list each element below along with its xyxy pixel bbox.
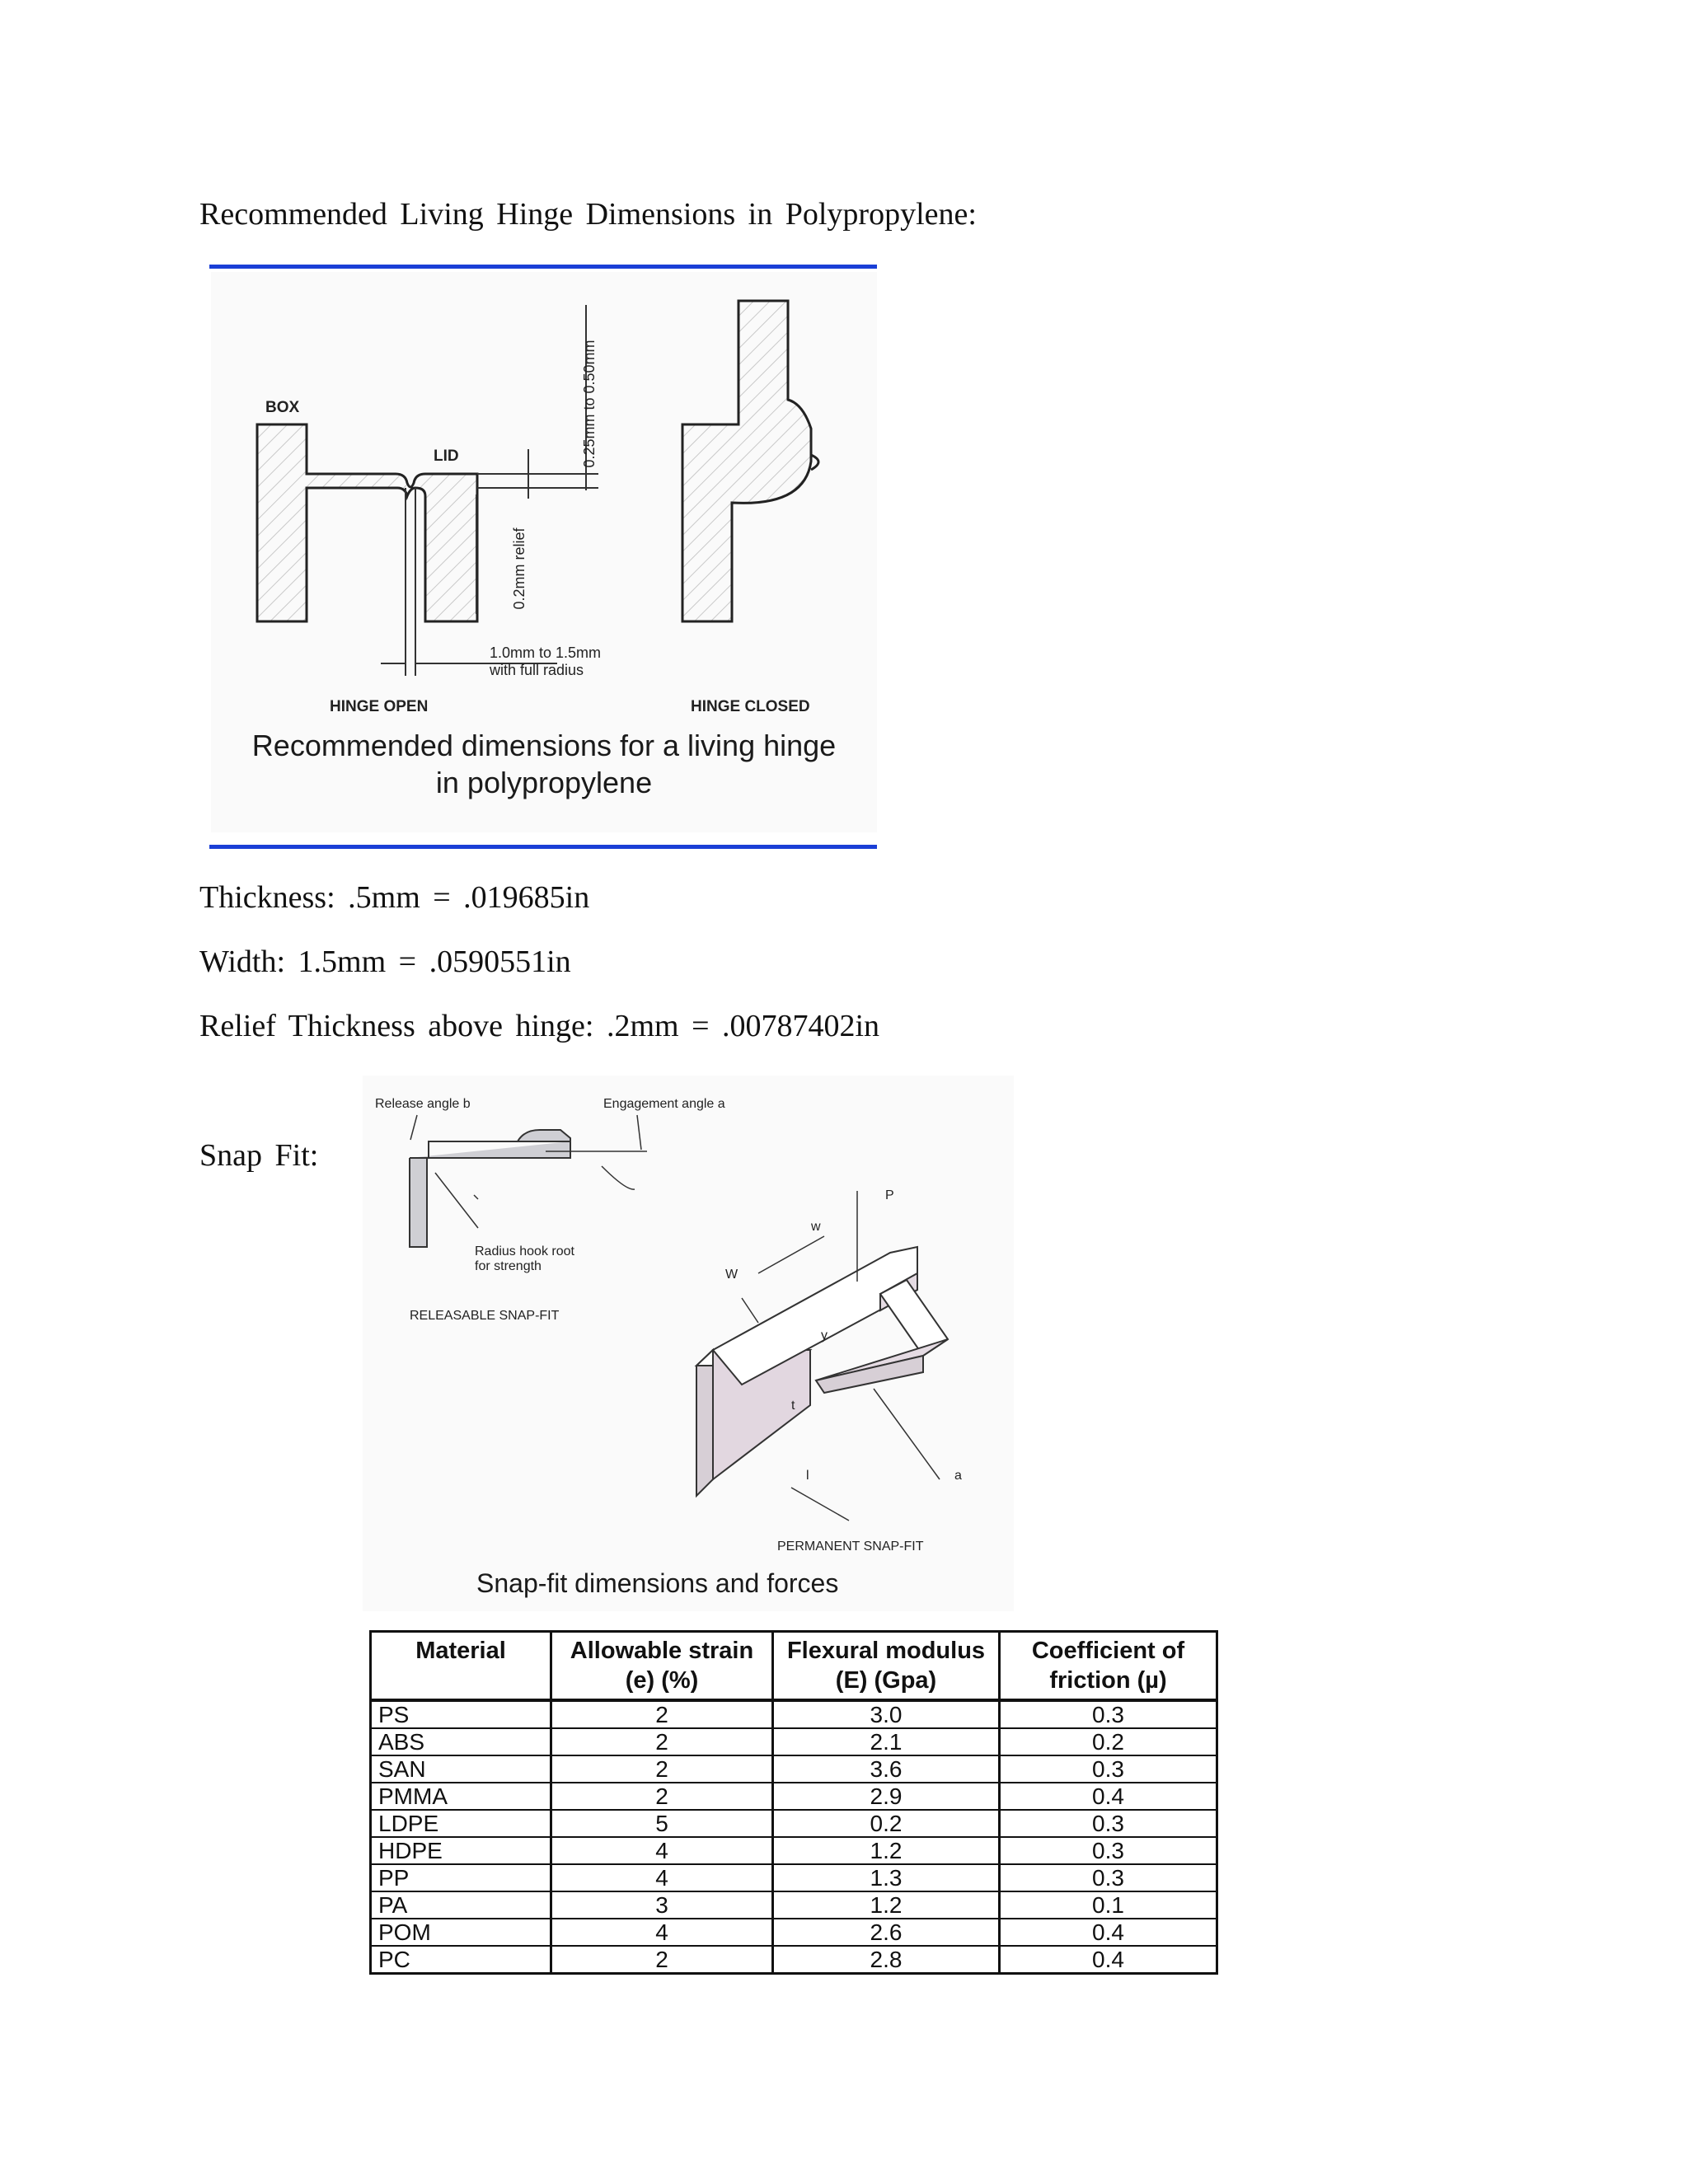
spec-relief: Relief Thickness above hinge: .2mm = .00787402in xyxy=(199,1009,880,1043)
cell-material: POM xyxy=(371,1919,551,1946)
radius-label-line2: for strength xyxy=(475,1259,542,1273)
cell-friction: 0.2 xyxy=(1000,1728,1217,1755)
cell-strain: 4 xyxy=(551,1864,773,1891)
relief-label: 0.2mm relief xyxy=(511,527,528,610)
bottom-rule xyxy=(209,845,877,849)
hinge-closed-body xyxy=(682,301,811,621)
hinge-figure xyxy=(211,272,877,832)
cell-material: PMMA xyxy=(371,1783,551,1810)
hinge-caption-line1: Recommended dimensions for a living hinge xyxy=(251,729,837,762)
top-rule xyxy=(209,265,877,269)
spec-width: Width: 1.5mm = .0590551in xyxy=(199,944,571,979)
cell-modulus: 2.9 xyxy=(773,1783,1000,1810)
cell-strain: 5 xyxy=(551,1810,773,1837)
symbol-y: y xyxy=(821,1329,828,1343)
permanent-label: PERMANENT SNAP-FIT xyxy=(777,1540,924,1554)
cell-modulus: 2.8 xyxy=(773,1946,1000,1974)
snap-fit-caption: Snap-fit dimensions and forces xyxy=(476,1568,839,1598)
symbol-t: t xyxy=(791,1399,795,1413)
cell-friction: 0.3 xyxy=(1000,1810,1217,1837)
cell-modulus: 3.0 xyxy=(773,1700,1000,1728)
cell-material: PP xyxy=(371,1864,551,1891)
permanent-base xyxy=(696,1350,713,1496)
cell-friction: 0.1 xyxy=(1000,1891,1217,1919)
cell-modulus: 2.6 xyxy=(773,1919,1000,1946)
cell-friction: 0.4 xyxy=(1000,1919,1217,1946)
snap-fit-diagram xyxy=(363,1076,1014,1570)
cell-strain: 3 xyxy=(551,1891,773,1919)
table-row xyxy=(371,1755,1217,1783)
box-label: BOX xyxy=(265,399,300,416)
cell-material: HDPE xyxy=(371,1837,551,1864)
cell-material: PC xyxy=(371,1946,551,1974)
cell-friction: 0.3 xyxy=(1000,1864,1217,1891)
snap-fit-table xyxy=(369,1630,1218,1975)
releasable-hook xyxy=(410,1130,570,1247)
width-label-line2: with full radius xyxy=(490,662,584,678)
cell-modulus: 1.2 xyxy=(773,1891,1000,1919)
cell-modulus: 3.6 xyxy=(773,1755,1000,1783)
cell-strain: 2 xyxy=(551,1755,773,1783)
page-heading: Recommended Living Hinge Dimensions in Polypropylene: xyxy=(199,197,977,232)
symbol-w: w xyxy=(811,1220,821,1234)
spec-thickness: Thickness: .5mm = .019685in xyxy=(199,880,590,915)
symbol-P: P xyxy=(885,1188,894,1202)
hinge-open-label: HINGE OPEN xyxy=(330,698,429,715)
table-header-row xyxy=(371,1632,1217,1701)
table-row xyxy=(371,1864,1217,1891)
header-allowable-strain: Allowable strain (e) (%) xyxy=(551,1632,773,1701)
radius-label-line1: Radius hook root xyxy=(475,1244,574,1258)
cell-friction: 0.3 xyxy=(1000,1755,1217,1783)
table-row xyxy=(371,1891,1217,1919)
hinge-caption-line2: in polypropylene xyxy=(435,766,653,799)
cell-strain: 2 xyxy=(551,1946,773,1974)
table-row xyxy=(371,1700,1217,1728)
thickness-range-label: 0.25mm to 0.50mm xyxy=(581,340,598,468)
header-material: Material xyxy=(371,1632,551,1701)
header-friction: Coefficient of friction (µ) xyxy=(1000,1632,1217,1701)
cell-material: ABS xyxy=(371,1728,551,1755)
releasable-label: RELEASABLE SNAP-FIT xyxy=(410,1309,560,1323)
snap-fit-figure xyxy=(363,1076,1014,1611)
cell-material: SAN xyxy=(371,1755,551,1783)
cell-material: PA xyxy=(371,1891,551,1919)
hinge-closed-label: HINGE CLOSED xyxy=(691,698,810,715)
hinge-diagram xyxy=(211,272,877,717)
width-label-line1: 1.0mm to 1.5mm xyxy=(490,644,602,661)
cell-modulus: 1.3 xyxy=(773,1864,1000,1891)
snap-fit-label: Snap Fit: xyxy=(199,1138,319,1173)
cell-material: PS xyxy=(371,1700,551,1728)
cell-modulus: 0.2 xyxy=(773,1810,1000,1837)
cell-modulus: 1.2 xyxy=(773,1837,1000,1864)
table-row xyxy=(371,1837,1217,1864)
release-angle-label: Release angle b xyxy=(375,1097,471,1111)
table-row xyxy=(371,1783,1217,1810)
table-row xyxy=(371,1919,1217,1946)
table-row xyxy=(371,1728,1217,1755)
cell-friction: 0.3 xyxy=(1000,1837,1217,1864)
cell-modulus: 2.1 xyxy=(773,1728,1000,1755)
table-row xyxy=(371,1946,1217,1974)
cell-strain: 2 xyxy=(551,1700,773,1728)
cell-friction: 0.3 xyxy=(1000,1700,1217,1728)
cell-material: LDPE xyxy=(371,1810,551,1837)
symbol-l: l xyxy=(806,1469,809,1483)
cell-strain: 4 xyxy=(551,1837,773,1864)
table-body xyxy=(371,1700,1217,1974)
symbol-a: a xyxy=(954,1469,962,1483)
table-row xyxy=(371,1810,1217,1837)
engagement-angle-label: Engagement angle a xyxy=(603,1097,725,1111)
lid-label: LID xyxy=(434,448,459,465)
cell-strain: 2 xyxy=(551,1783,773,1810)
header-flexural-modulus: Flexural modulus (E) (Gpa) xyxy=(773,1632,1000,1701)
cell-strain: 2 xyxy=(551,1728,773,1755)
cell-friction: 0.4 xyxy=(1000,1946,1217,1974)
cell-friction: 0.4 xyxy=(1000,1783,1217,1810)
symbol-W: W xyxy=(725,1268,738,1282)
cell-strain: 4 xyxy=(551,1919,773,1946)
